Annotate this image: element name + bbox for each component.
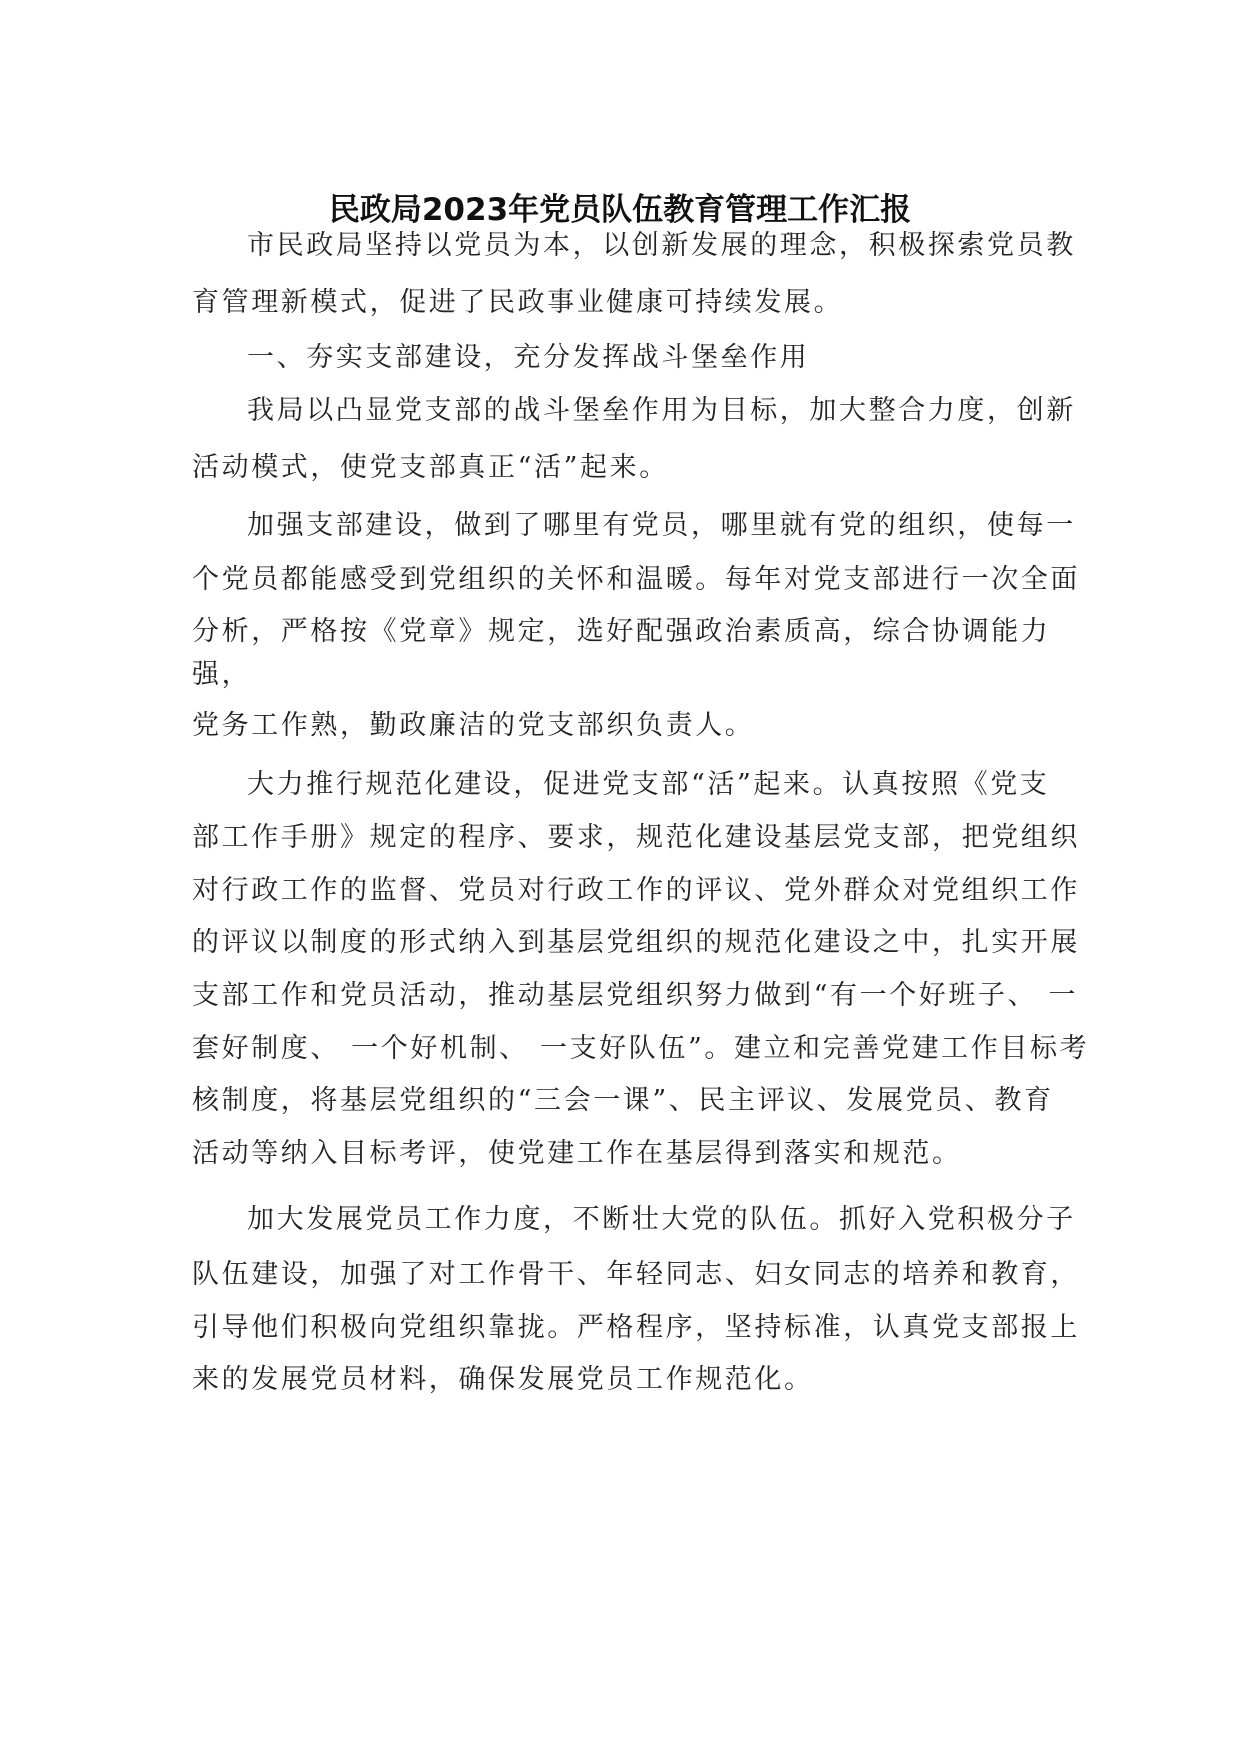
text-line: 引导他们积极向党组织靠拢。严格程序，坚持标准，认真党支部报上 [192, 1312, 1080, 1343]
text-line: 大力推行规范化建设，促进党支部“活”起来。认真按照《党支 [247, 769, 1050, 800]
text-line: 套好制度、 一个好机制、 一支好队伍”。建立和完善党建工作目标考 [192, 1033, 1090, 1064]
section-heading: 一、夯实支部建设，充分发挥战斗堡垒作用 [247, 342, 810, 373]
text-line: 支部工作和党员活动，推动基层党组织努力做到“有一个好班子、 一 [192, 980, 1078, 1011]
text-line: 强， [192, 659, 252, 690]
text-line: 分析，严格按《党章》规定，选好配强政治素质高，综合协调能力 [192, 616, 1051, 647]
text-line: 队伍建设，加强了对工作骨干、年轻同志、妇女同志的培养和教育， [192, 1259, 1080, 1290]
document-title: 民政局2023年党员队伍教育管理工作汇报 [328, 192, 912, 228]
text-line: 个党员都能感受到党组织的关怀和温暖。每年对党支部进行一次全面 [192, 564, 1080, 595]
text-line: 核制度，将基层党组织的“三会一课”、民主评议、发展党员、教育 [192, 1085, 1054, 1116]
text-line: 党务工作熟，勤政廉洁的党支部织负责人。 [192, 710, 755, 741]
text-line: 育管理新模式，促进了民政事业健康可持续发展。 [192, 287, 844, 318]
text-line: 来的发展党员材料，确保发展党员工作规范化。 [192, 1364, 814, 1395]
text-line: 对行政工作的监督、党员对行政工作的评议、党外群众对党组织工作 [192, 875, 1080, 906]
text-line: 我局以凸显党支部的战斗堡垒作用为目标，加大整合力度，创新 [247, 395, 1076, 426]
text-line: 的评议以制度的形式纳入到基层党组织的规范化建设之中，扎实开展 [192, 927, 1080, 958]
text-line: 加大发展党员工作力度，不断壮大党的队伍。抓好入党积极分子 [247, 1204, 1076, 1235]
text-line: 市民政局坚持以党员为本，以创新发展的理念，积极探索党员教 [247, 230, 1076, 261]
text-line: 活动模式，使党支部真正“活”起来。 [192, 452, 669, 483]
text-line: 部工作手册》规定的程序、要求，规范化建设基层党支部，把党组织 [192, 822, 1080, 853]
text-line: 加强支部建设，做到了哪里有党员，哪里就有党的组织，使每一 [247, 510, 1076, 541]
text-line: 活动等纳入目标考评，使党建工作在基层得到落实和规范。 [192, 1138, 962, 1169]
